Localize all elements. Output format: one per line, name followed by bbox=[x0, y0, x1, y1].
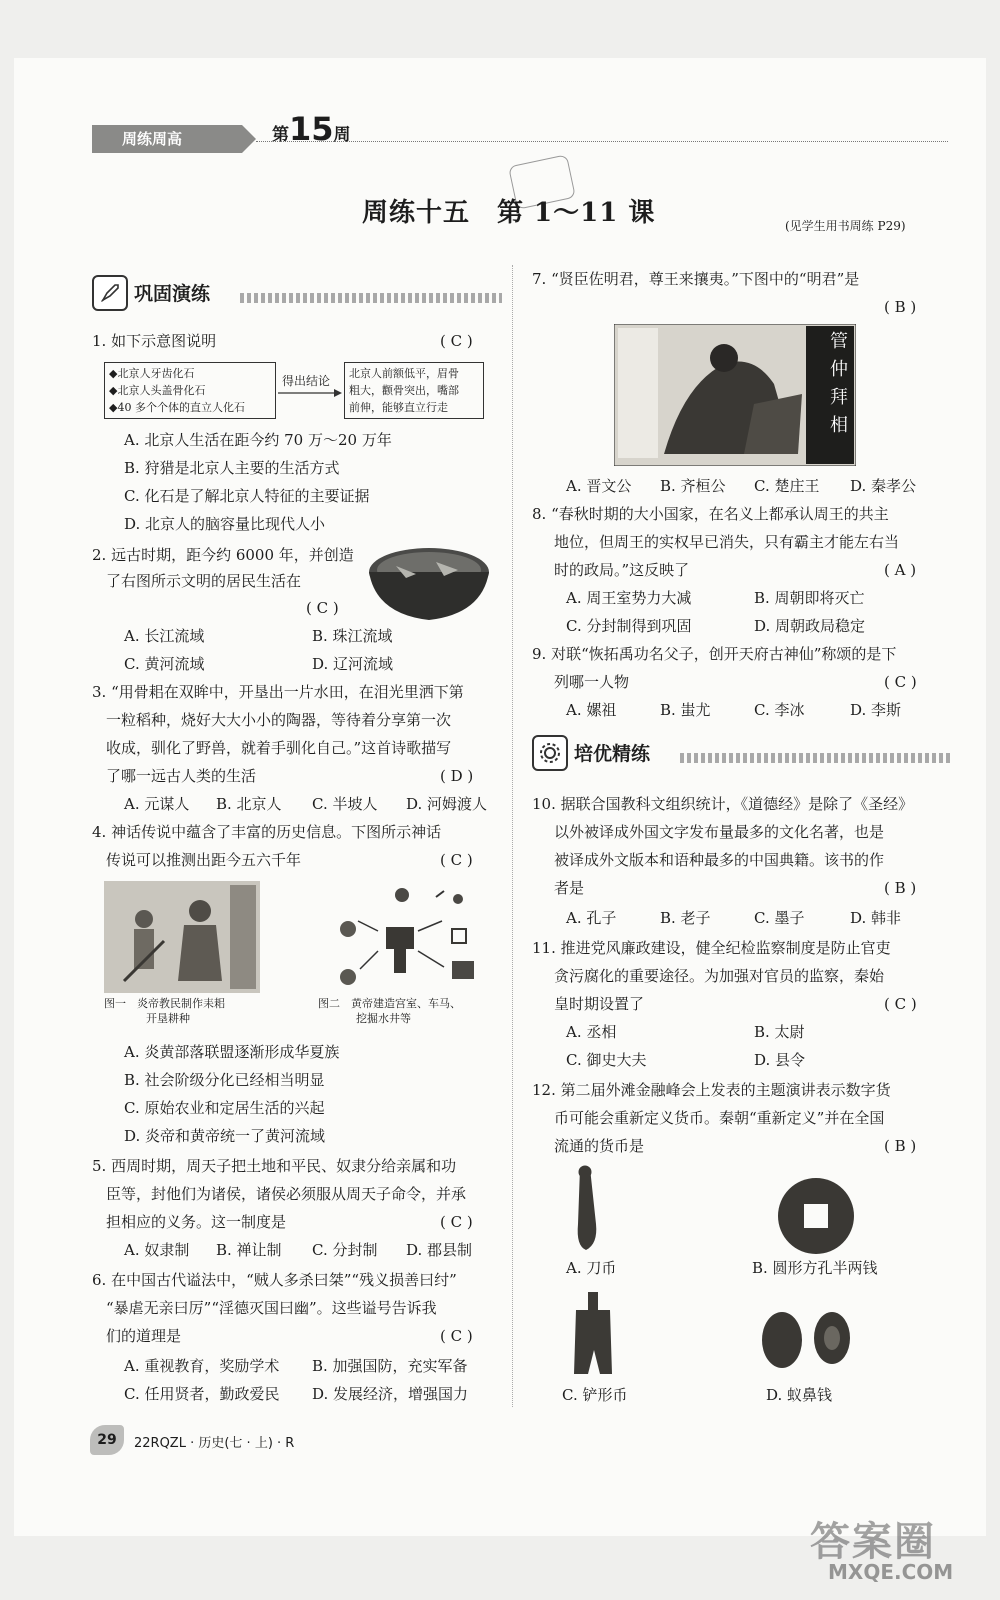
q6-option: D. 发展经济，增强国力 bbox=[312, 1385, 469, 1403]
q6-option: A. 重视教育，奖励学术 bbox=[124, 1357, 280, 1375]
watermark-text: 答案圈 bbox=[810, 1519, 936, 1565]
q1-arrow-label: 得出结论 bbox=[282, 374, 331, 388]
knife-coin-image bbox=[566, 1164, 612, 1254]
q12-option: D. 蚁鼻钱 bbox=[766, 1386, 833, 1404]
week-number: 15 bbox=[289, 110, 334, 148]
q5-stem: 担相应的义务。这一制度是 bbox=[106, 1213, 287, 1231]
q12-answer: ( B ) bbox=[884, 1137, 917, 1155]
week-suffix: 周 bbox=[333, 125, 351, 145]
q6-option: B. 加强国防，充实军备 bbox=[312, 1357, 468, 1375]
q10-stem: 被译成外文版本和语种最多的中国典籍。该书的作 bbox=[554, 851, 885, 869]
q7-option: A. 晋文公 bbox=[566, 477, 632, 495]
q1-conclusion-line: 粗大，颧骨突出，嘴部 bbox=[349, 384, 459, 397]
q3-option: D. 河姆渡人 bbox=[406, 795, 488, 813]
q5-option: C. 分封制 bbox=[312, 1241, 378, 1259]
q9-answer: ( C ) bbox=[884, 673, 917, 691]
q11-stem: 皇时期设置了 bbox=[554, 995, 645, 1013]
q11-option: C. 御史大夫 bbox=[566, 1051, 647, 1069]
q8-option: D. 周朝政局稳定 bbox=[754, 617, 866, 635]
q5-stem: 5. 西周时期，周天子把土地和平民、奴隶分给亲属和功 bbox=[92, 1157, 457, 1175]
q1-stem: 1. 如下示意图说明 bbox=[92, 332, 217, 350]
q3-stem: 一粒稻种，烧好大大小小的陶器，等待着分享第一次 bbox=[106, 711, 452, 729]
q1-option: B. 狩猎是北京人主要的生活方式 bbox=[124, 459, 340, 477]
q8-option: C. 分封制得到巩固 bbox=[566, 617, 692, 635]
figure1-caption: 图一 炎帝教民制作耒耜 bbox=[104, 997, 225, 1010]
q1-facts-box bbox=[104, 362, 276, 419]
q8-stem: 时的政局。”这反映了 bbox=[554, 561, 690, 579]
week-prefix: 第 bbox=[272, 125, 289, 145]
section-label: 巩固演练 bbox=[134, 283, 211, 305]
q1-conclusion-box bbox=[344, 362, 484, 419]
q8-answer: ( A ) bbox=[884, 561, 917, 579]
section-stripe bbox=[680, 753, 950, 763]
q4-option: C. 原始农业和定居生活的兴起 bbox=[124, 1099, 325, 1117]
q7-image-char: 仲 bbox=[830, 359, 848, 380]
q10-stem: 以外被译成外国文字发布量最多的文化名著，也是 bbox=[554, 823, 885, 841]
q7-stem: 7. “贤臣佐明君，尊王来攘夷。”下图中的“明君”是 bbox=[532, 270, 860, 288]
section-stripe bbox=[240, 293, 502, 303]
q6-stem: “暴虐无亲曰厉”“淫德灭国曰幽”。这些谥号告诉我 bbox=[106, 1299, 437, 1317]
q7-option: D. 秦孝公 bbox=[850, 477, 917, 495]
q7-image-caption bbox=[830, 328, 850, 440]
q10-answer: ( B ) bbox=[884, 879, 917, 897]
q1-option: A. 北京人生活在距今约 70 万～20 万年 bbox=[124, 431, 392, 449]
gear-icon bbox=[532, 735, 568, 771]
q1-fact: ◆北京人头盖骨化石 bbox=[109, 384, 206, 397]
pottery-bowl-image bbox=[366, 544, 492, 624]
q2-stem: 2. 远古时期，距今约 6000 年，并创造 bbox=[92, 546, 354, 564]
q11-option: A. 丞相 bbox=[566, 1023, 617, 1041]
q10-stem: 10. 据联合国教科文组织统计，《道德经》是除了《圣经》 bbox=[532, 795, 914, 813]
guan-zhong-image bbox=[614, 324, 856, 466]
q6-stem: 们的道理是 bbox=[106, 1327, 182, 1345]
figure2-caption: 图二 黄帝建造宫室、车马、 bbox=[318, 997, 461, 1010]
q9-option: A. 嫘祖 bbox=[566, 701, 617, 719]
q7-answer: ( B ) bbox=[884, 298, 917, 316]
watermark-logo bbox=[798, 1508, 984, 1588]
q12-option: A. 刀币 bbox=[566, 1259, 617, 1277]
q11-stem: 贪污腐化的重要途径。为加强对官员的监察，秦始 bbox=[554, 967, 885, 985]
q7-image-char: 拜 bbox=[830, 387, 848, 408]
q4-option: B. 社会阶级分化已经相当明显 bbox=[124, 1071, 325, 1089]
q1-conclusion-line: 前伸，能够直立行走 bbox=[349, 401, 448, 414]
q2-option: D. 辽河流域 bbox=[312, 655, 394, 673]
q10-option: C. 墨子 bbox=[754, 909, 805, 927]
q8-option: A. 周王室势力大减 bbox=[566, 589, 692, 607]
q6-option: C. 任用贤者，勤政爱民 bbox=[124, 1385, 280, 1403]
q4-option: D. 炎帝和黄帝统一了黄河流域 bbox=[124, 1127, 326, 1145]
q12-option: B. 圆形方孔半两钱 bbox=[752, 1259, 878, 1277]
watermark-url: MXQE.COM bbox=[828, 1560, 954, 1584]
q5-option: A. 奴隶制 bbox=[124, 1241, 190, 1259]
q10-option: B. 老子 bbox=[660, 909, 711, 927]
week-label bbox=[272, 110, 351, 148]
q4-option: A. 炎黄部落联盟逐渐形成华夏族 bbox=[124, 1043, 340, 1061]
q8-stem: 8. “春秋时期的大小国家，在名义上都承认周王的共主 bbox=[532, 505, 889, 523]
q2-answer: ( C ) bbox=[306, 599, 339, 617]
q9-stem: 列哪一人物 bbox=[554, 673, 630, 691]
q8-stem: 地位，但周王的实权早已消失，只有霸主才能左右当 bbox=[554, 533, 900, 551]
q12-stem: 币可能会重新定义货币。秦朝“重新定义”并在全国 bbox=[554, 1109, 885, 1127]
q7-option: C. 楚庄王 bbox=[754, 477, 820, 495]
q7-image-char: 相 bbox=[830, 415, 848, 436]
q12-option: C. 铲形币 bbox=[562, 1386, 628, 1404]
q1-answer: ( C ) bbox=[440, 332, 473, 350]
right-arrow-icon bbox=[276, 388, 344, 398]
q4-stem: 4. 神话传说中蕴含了丰富的历史信息。下图所示神话 bbox=[92, 823, 442, 841]
q2-option: C. 黄河流域 bbox=[124, 655, 205, 673]
q1-option: D. 北京人的脑容量比现代人小 bbox=[124, 515, 326, 533]
section-label: 培优精练 bbox=[574, 743, 651, 765]
q2-stem: 了右图所示文明的居民生活在 bbox=[106, 572, 302, 590]
yan-emperor-image bbox=[104, 881, 260, 993]
q9-option: C. 李冰 bbox=[754, 701, 805, 719]
q11-option: D. 县令 bbox=[754, 1051, 806, 1069]
q12-stem: 12. 第二届外滩金融峰会上发表的主题演讲表示数字货 bbox=[532, 1081, 891, 1099]
q2-option: A. 长江流域 bbox=[124, 627, 205, 645]
q11-answer: ( C ) bbox=[884, 995, 917, 1013]
q3-stem: 收成，驯化了野兽，就着手驯化自己。”这首诗歌描写 bbox=[106, 739, 452, 757]
q6-answer: ( C ) bbox=[440, 1327, 473, 1345]
book-reference: (见学生用书周练 P29) bbox=[785, 219, 906, 233]
q3-option: A. 元谋人 bbox=[124, 795, 190, 813]
q11-option: B. 太尉 bbox=[754, 1023, 805, 1041]
q3-answer: ( D ) bbox=[440, 767, 474, 785]
q10-stem: 者是 bbox=[554, 879, 585, 897]
figure1-caption: 开垦耕种 bbox=[146, 1012, 190, 1025]
q8-option: B. 周朝即将灭亡 bbox=[754, 589, 865, 607]
q3-stem: 了哪一远古人类的生活 bbox=[106, 767, 257, 785]
q5-option: B. 禅让制 bbox=[216, 1241, 282, 1259]
q11-stem: 11. 推进党风廉政建设，健全纪检监察制度是防止官吏 bbox=[532, 939, 891, 957]
q3-stem: 3. “用骨耜在双眸中，开垦出一片水田，在泪光里洒下第 bbox=[92, 683, 464, 701]
q7-option: B. 齐桓公 bbox=[660, 477, 726, 495]
q5-answer: ( C ) bbox=[440, 1213, 473, 1231]
figure2-caption: 挖掘水井等 bbox=[356, 1012, 411, 1025]
q10-option: A. 孔子 bbox=[566, 909, 617, 927]
rocket-icon bbox=[92, 275, 128, 311]
q9-option: B. 蚩尤 bbox=[660, 701, 711, 719]
section-banner: 周练周高 bbox=[92, 125, 242, 153]
q4-answer: ( C ) bbox=[440, 851, 473, 869]
yellow-emperor-diagram bbox=[318, 881, 486, 993]
q3-option: B. 北京人 bbox=[216, 795, 282, 813]
q1-option: C. 化石是了解北京人特征的主要证据 bbox=[124, 487, 370, 505]
q5-stem: 臣等，封他们为诸侯，诸侯必须服从周天子命令，并承 bbox=[106, 1185, 467, 1203]
q1-fact: ◆40 多个个体的直立人化石 bbox=[109, 401, 245, 414]
q10-option: D. 韩非 bbox=[850, 909, 902, 927]
column-divider bbox=[512, 265, 513, 1407]
q4-stem: 传说可以推测出距今五六千年 bbox=[106, 851, 302, 869]
q1-fact: ◆北京人牙齿化石 bbox=[109, 367, 195, 380]
banliang-coin-image bbox=[770, 1176, 862, 1256]
antnose-coin-image bbox=[752, 1304, 862, 1374]
spade-coin-image bbox=[570, 1290, 616, 1380]
header-rule bbox=[256, 141, 948, 142]
q9-option: D. 李斯 bbox=[850, 701, 902, 719]
q3-option: C. 半坡人 bbox=[312, 795, 378, 813]
q2-option: B. 珠江流域 bbox=[312, 627, 393, 645]
q12-stem: 流通的货币是 bbox=[554, 1137, 645, 1155]
q1-conclusion-line: 北京人前额低平，眉骨 bbox=[349, 367, 459, 380]
q9-stem: 9. 对联“恢拓禹功名父子，创开天府古神仙”称颂的是下 bbox=[532, 645, 897, 663]
q6-stem: 6. 在中国古代谥法中，“贼人多杀曰桀”“残义损善曰纣” bbox=[92, 1271, 457, 1289]
q5-option: D. 郡县制 bbox=[406, 1241, 473, 1259]
page-title: 周练十五 第 1～11 课 bbox=[362, 198, 656, 228]
page-number: 29 bbox=[90, 1425, 124, 1455]
q7-image-char: 管 bbox=[830, 331, 848, 352]
book-code: 22RQZL · 历史(七 · 上) · R bbox=[134, 1436, 295, 1451]
